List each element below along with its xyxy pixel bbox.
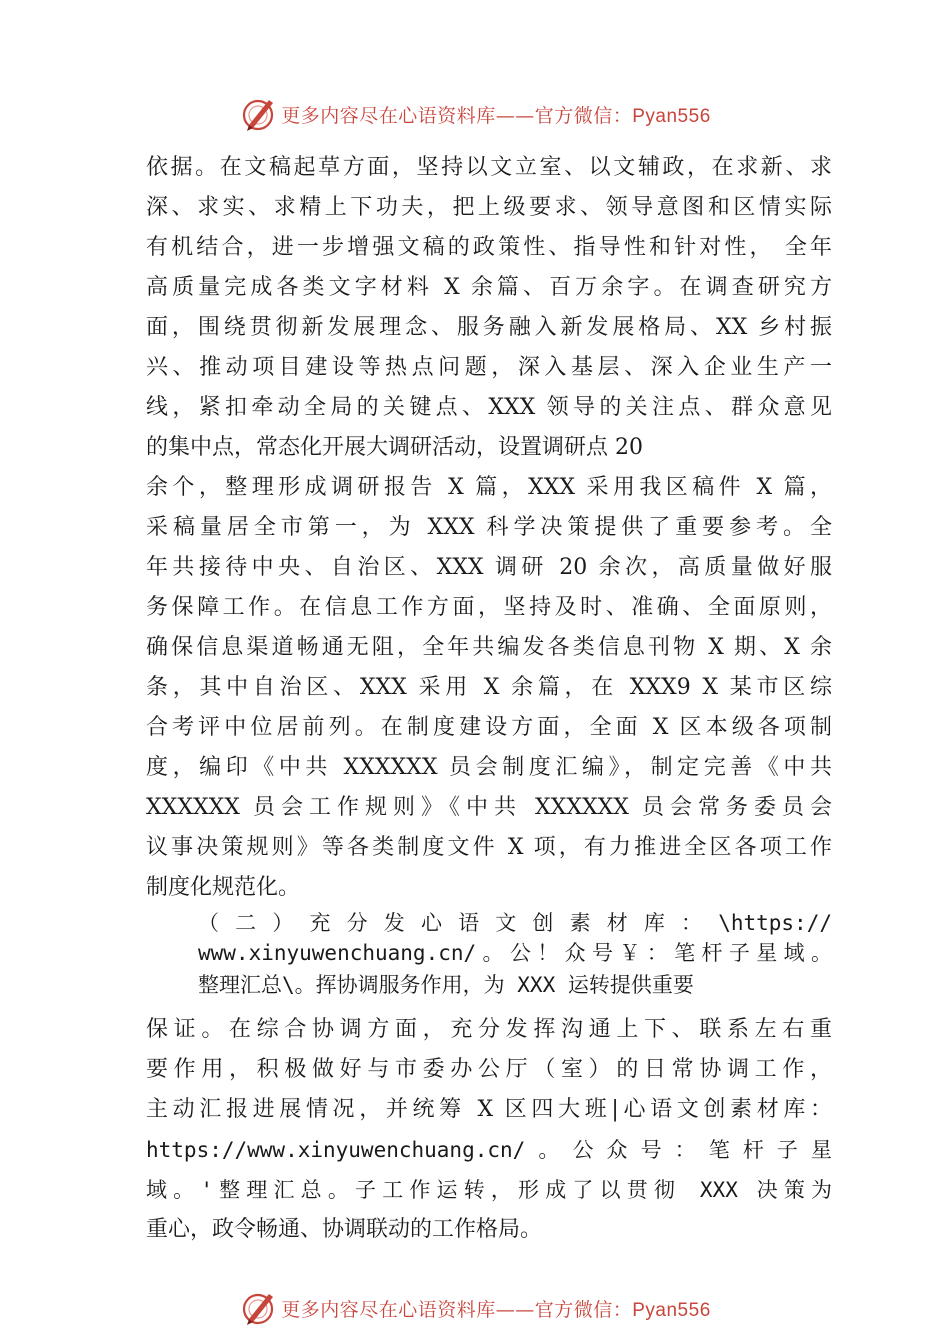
body-line: XXXXXX 员会工作规则》《中共 XXXXXX 员会常务委员会 — [146, 795, 832, 820]
body-line: 保证。在综合协调方面，充分发挥沟通上下、联系左右重 — [146, 1017, 832, 1042]
body-line: 线，紧扣牵动全局的关键点、XXX 领导的关注点、群众意见 — [146, 395, 832, 420]
header-wechat-id: Pyan556 — [632, 105, 711, 127]
body-line: 主动汇报进展情况，并统筹 X 区四大班|心语文创素材库： — [146, 1097, 832, 1122]
body-line: 余个，整理形成调研报告 X 篇，XXX 采用我区稿件 X 篇， — [146, 475, 832, 500]
body-line: 年共接待中央、自治区、XXX 调研 20 余次，高质量做好服 — [146, 555, 832, 580]
body-line: 务保障工作。在信息工作方面，坚持及时、准确、全面原则， — [146, 595, 832, 620]
pen-logo-icon — [239, 94, 279, 134]
body-line: 制度化规范化。 — [146, 875, 301, 900]
body-line: 重心，政令畅通、协调联动的工作格局。 — [146, 1217, 543, 1242]
body-line: 度，编印《中共 XXXXXX 员会制度汇编》，制定完善《中共 — [146, 755, 832, 780]
header-watermark — [0, 92, 950, 136]
body-line: 兴、推动项目建设等热点问题，深入基层、深入企业生产一 — [146, 355, 832, 380]
body-line: 面，围绕贯彻新发展理念、服务融入新发展格局、XX 乡村振 — [146, 315, 832, 340]
body-line: 域。'整理汇总。子工作运转，形成了以贯彻 XXX 决策为 — [146, 1178, 832, 1202]
body-line: 高质量完成各类文字材料 X 余篇、百万余字。在调查研究方 — [146, 275, 832, 300]
header-watermark-text: 更多内容尽在心语资料库——官方微信：Pyan556 — [281, 104, 711, 127]
body-line: 确保信息渠道畅通无阻，全年共编发各类信息刊物 X 期、X 余 — [146, 635, 832, 660]
body-line: https://www.xinyuwenchuang.cn/。公众号：笔杆子星 — [146, 1138, 832, 1162]
pen-logo-icon — [239, 1288, 279, 1328]
document-body — [146, 148, 832, 1250]
body-line: www.xinyuwenchuang.cn/。公！众号￥：笔杆子星域。 — [198, 941, 832, 965]
footer-wechat-id: Pyan556 — [632, 1299, 711, 1321]
body-line: 有机结合，进一步增强文稿的政策性、指导性和针对性， 全年 — [146, 235, 832, 260]
footer-watermark — [0, 1286, 950, 1330]
body-line: 整理汇总\。挥协调服务作用，为 XXX 运转提供重要 — [198, 973, 694, 997]
footer-watermark-text: 更多内容尽在心语资料库——官方微信：Pyan556 — [281, 1298, 711, 1321]
section-heading-line: （二）充分发心语文创素材库：\https:// — [198, 911, 832, 935]
body-line: 的集中点，常态化开展大调研活动，设置调研点 20 — [146, 435, 643, 460]
body-line: 议事决策规则》等各类制度文件 X 项，有力推进全区各项工作 — [146, 835, 832, 860]
body-line: 合考评中位居前列。在制度建设方面，全面 X 区本级各项制 — [146, 715, 832, 740]
body-line: 条，其中自治区、XXX 采用 X 余篇，在 XXX9 X 某市区综 — [146, 675, 832, 700]
body-line: 依据。在文稿起草方面，坚持以文立室、以文辅政，在求新、求 — [146, 155, 832, 180]
body-line: 深、求实、求精上下功夫，把上级要求、领导意图和区情实际 — [146, 195, 832, 220]
body-line: 采稿量居全市第一，为 XXX 科学决策提供了重要参考。全 — [146, 515, 832, 540]
body-line: 要作用，积极做好与市委办公厅（室）的日常协调工作， — [146, 1057, 832, 1082]
